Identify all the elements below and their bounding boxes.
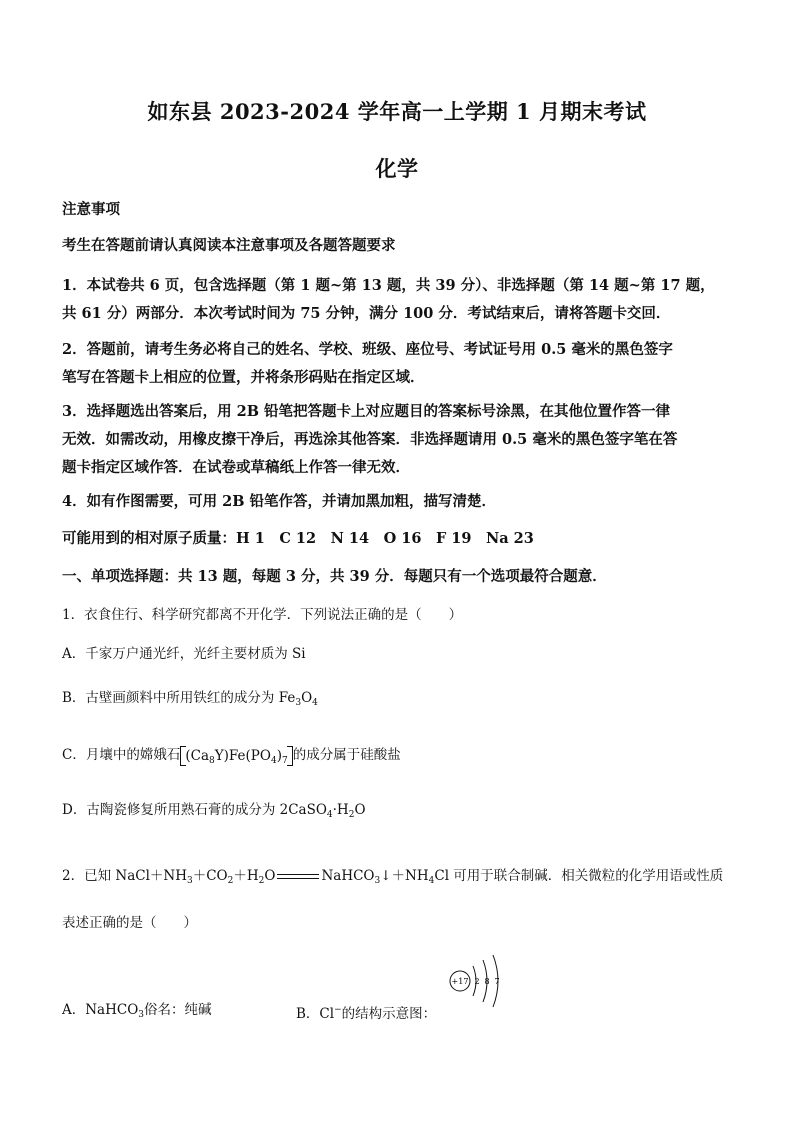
- notes-item-1: [62, 272, 734, 328]
- question-1-option-d: D．古陶瓷修复所用熟石膏的成分为 $2CaSO_4\cdot H_2O$: [62, 802, 366, 820]
- question-2-option-a: A．NaHCO$_3$俗名：纯碱: [62, 1002, 212, 1020]
- notes-item-3-line-3: 题卡指定区域作答．在试卷或草稿纸上作答一律无效．: [62, 459, 410, 476]
- notes-item-1-line-2: 共 61 分）两部分．本次考试时间为 75 分钟，满分 100 分．考试结束后，请将答题卡交回．: [62, 305, 671, 322]
- formula-bracket: $(Ca_8Y)Fe(PO_4)_7$: [180, 746, 292, 766]
- shell-1-count: 2: [474, 977, 480, 986]
- notes-item-3-line-1: 3．选择题选出答案后，用 2B 铅笔把答题卡上对应题目的答案标号涂黑，在其他位置作答一律: [62, 403, 671, 420]
- chloride-ion-structure-diagram: [446, 954, 508, 1008]
- nucleus-charge: +17: [451, 977, 469, 986]
- shell-3-count: 7: [494, 977, 500, 986]
- question-1-option-c: C．月壤中的嫦娥石 $(Ca_8Y)Fe(PO_4)_7$ 的成分属于硅酸盐: [62, 747, 401, 766]
- question-1-option-a: A．千家万户通光纤，光纤主要材质为 Si: [62, 646, 306, 662]
- notes-item-2: [62, 336, 734, 392]
- notes-intro: 考生在答题前请认真阅读本注意事项及各题答题要求: [62, 237, 396, 254]
- notes-item-4: 4．如有作图需要，可用 2B 铅笔作答，并请加黑加粗，描写清楚．: [62, 493, 497, 510]
- notes-item-3: [62, 398, 734, 482]
- notes-item-2-line-2: 笔写在答题卡上相应的位置，并将条形码贴在指定区域．: [62, 369, 425, 386]
- atomic-masses: 可能用到的相对原子质量：H 1 C 12 N 14 O 16 F 19 Na 23: [62, 530, 534, 547]
- question-2-option-b: B．Cl−的结构示意图：: [296, 1005, 437, 1022]
- notes-item-1-line-1: 1．本试卷共 6 页，包含选择题（第 1 题~第 13 题，共 39 分）、非选择题（第 14 题~第 17 题，: [62, 277, 715, 294]
- question-1-option-b: B．古壁画颜料中所用铁红的成分为 $Fe_3O_4$: [62, 690, 318, 708]
- notes-heading: 注意事项: [62, 201, 120, 218]
- section-1-heading: 一、单项选择题：共 13 题，每题 3 分，共 39 分．每题只有一个选项最符合题意．: [62, 568, 607, 585]
- reaction-equals-sign: [277, 874, 319, 879]
- notes-item-2-line-1: 2．答题前，请考生务必将自己的姓名、学校、班级、座位号、考试证号用 0.5 毫米的黑色签字: [62, 341, 673, 358]
- exam-title: 如东县 2023-2024 学年高一上学期 1 月期末考试: [147, 99, 647, 124]
- notes-item-3-line-2: 无效．如需改动，用橡皮擦干净后，再选涂其他答案．非选择题请用 0.5 毫米的黑色签字笔在答: [62, 431, 678, 448]
- question-2-line-1: 2．已知 $NaCl+NH_3+CO_2+H_2O$ $NaHCO_3↓+NH_4Cl$ 可用于联合制碱．相关微粒的化学用语或性质: [62, 868, 724, 886]
- question-2-line-2: 表述正确的是（ ）: [62, 915, 197, 931]
- question-1-stem: 1．衣食住行、科学研究都离不开化学．下列说法正确的是（ ）: [62, 607, 463, 623]
- shell-2-count: 8: [484, 977, 490, 986]
- subject-title: 化学: [375, 156, 419, 181]
- question-2-stem: [62, 855, 752, 944]
